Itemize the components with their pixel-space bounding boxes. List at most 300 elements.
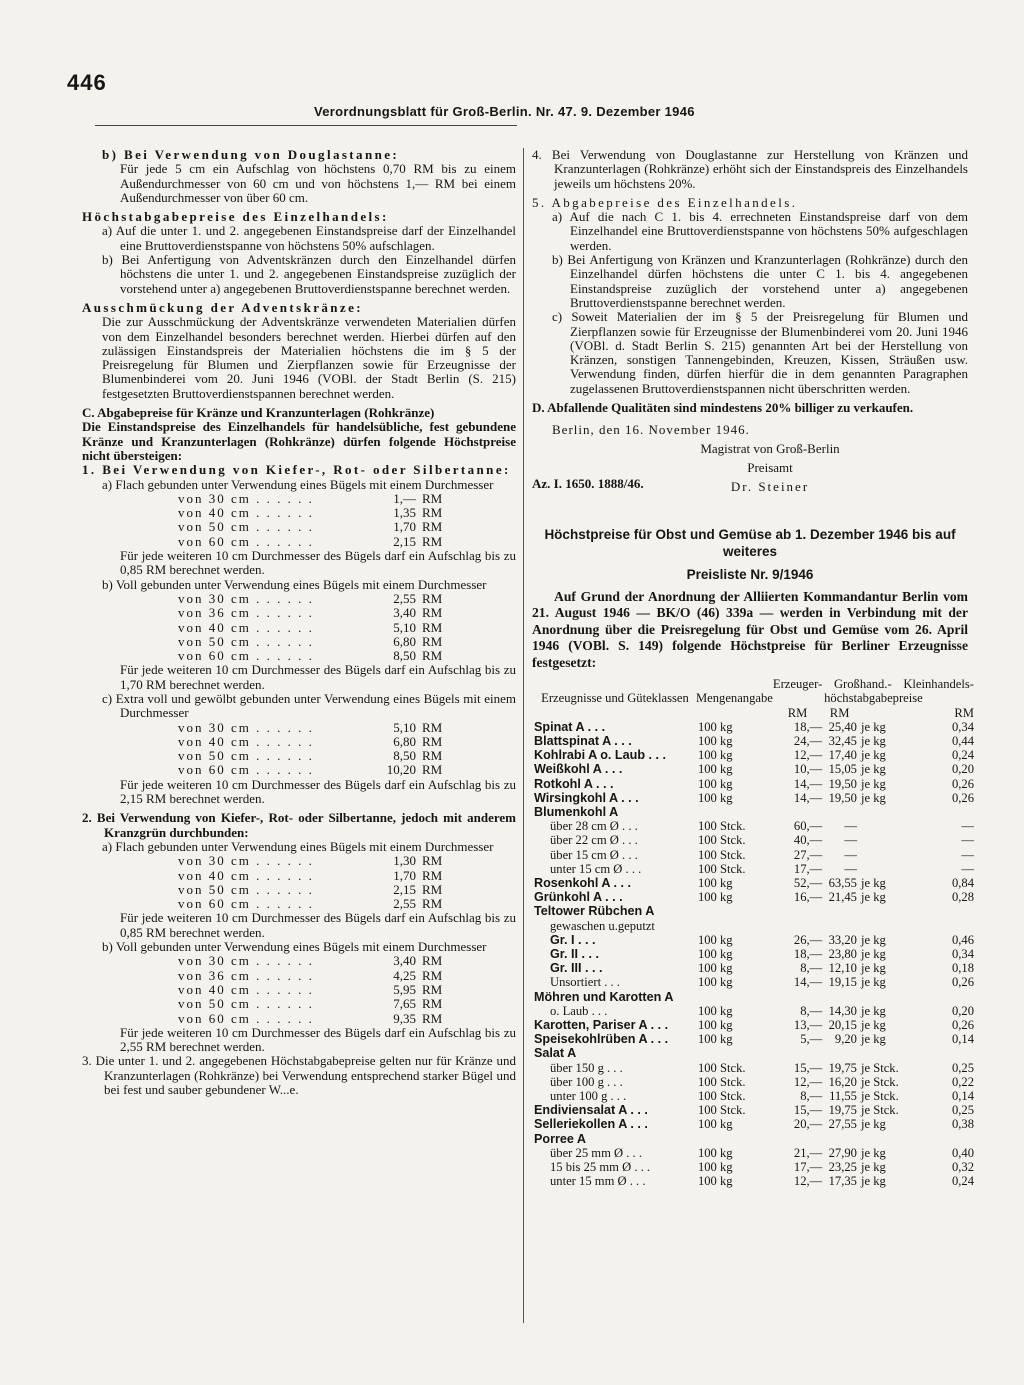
- price-cell: 10,20: [386, 762, 416, 778]
- producer-price-cell: [773, 904, 822, 918]
- section-d-text: D. Abfallende Qualitäten sind mindestens 20% billiger zu verkaufen.: [532, 400, 914, 416]
- table-row: [534, 990, 974, 1004]
- quantity-cell: 100 kg: [697, 1003, 733, 1018]
- producer-price-cell: 27,—: [793, 847, 823, 862]
- section-c-heading: C. Abgabepreise für Kränze und Kranzunterlagen (Rohkränze): [82, 405, 435, 421]
- section-c1a-note: Für jede weiteren 10 cm Durchmesser des Bügels darf ein Aufschlag bis zu 0,85 RM berechnet werden.: [120, 548, 516, 578]
- retail-price-cell: 0,26: [951, 790, 974, 805]
- retail-unit-cell: [857, 1046, 903, 1060]
- product-name-cell: Gr. III . . .: [550, 961, 603, 976]
- table-row: [534, 1061, 974, 1075]
- price-row: [178, 735, 448, 749]
- retail-price-cell: 0,25: [951, 1103, 974, 1118]
- currency-cell: RM: [422, 719, 443, 735]
- producer-price-cell: 10,—: [793, 762, 823, 777]
- diameter-cell: von 30 cm . . . . . .: [178, 590, 314, 606]
- currency-cell: RM: [422, 533, 443, 549]
- product-name-cell: über 100 g . . .: [550, 1074, 623, 1089]
- product-name-cell: Rotkohl A . . .: [534, 776, 614, 791]
- currency-cell: RM: [422, 967, 443, 983]
- section-4a-text: a) Auf die unter 1. und 2. angegebenen Einstandspreise darf der Einzelhandel eine Bruttoverdienstspanne von höchstens 50% aufschlagen.: [102, 223, 516, 253]
- table-row: [534, 1032, 974, 1046]
- producer-price-cell: [773, 1046, 822, 1060]
- retail-unit-cell: je Stck.: [860, 1103, 899, 1118]
- retail-price-cell: 0,14: [951, 1032, 974, 1047]
- producer-price-cell: [773, 1132, 822, 1146]
- price-table-c2a: [178, 854, 448, 911]
- producer-price-cell: 18,—: [793, 947, 823, 961]
- product-name-cell: Gr. II . . .: [550, 947, 599, 961]
- retail-unit-cell: [857, 904, 903, 918]
- table-row: [534, 975, 974, 989]
- retail-unit-cell: [857, 805, 903, 819]
- section-c-intro: Die Einstandspreise des Einzelhandels für handelsübliche, fest gebundene Kränze und Kranzunterlagen (Rohkränze) dürfen folgende Höchstpreise nicht übersteigen:: [82, 419, 516, 463]
- reference-number: Az. I. 1650. 1888/46.: [532, 476, 644, 492]
- col-header-quantity: Mengenangabe: [695, 691, 773, 706]
- running-head: Verordnungsblatt für Groß-Berlin. Nr. 47. 9. Dezember 1946: [314, 104, 695, 119]
- wholesale-price-cell: 21,45: [828, 890, 857, 905]
- retail-price-cell: 0,26: [951, 975, 974, 990]
- col-header-maxprices: höchstabgabepreise: [824, 691, 923, 706]
- quantity-cell: 100 kg: [697, 1032, 733, 1047]
- price-row: [178, 954, 448, 968]
- wholesale-price-cell: [822, 990, 857, 1004]
- price-table-c1a: [178, 492, 448, 549]
- currency-cell: RM: [422, 633, 443, 649]
- table-row: [534, 819, 974, 833]
- product-name-cell: Speisekohlrüben A . . .: [534, 1032, 669, 1047]
- table-row: [534, 762, 974, 776]
- product-name-cell: Teltower Rübchen A: [534, 904, 655, 919]
- price-cell: 6,80: [393, 633, 416, 649]
- producer-price-cell: 12,—: [793, 748, 823, 763]
- producer-price-cell: 13,—: [793, 1018, 823, 1033]
- product-name-cell: über 15 cm Ø . . .: [550, 847, 638, 862]
- price-row: [178, 635, 448, 649]
- price-row: [178, 854, 448, 868]
- retail-unit-cell: [857, 862, 903, 876]
- currency-cell: RM: [422, 519, 443, 535]
- price-row: [178, 649, 448, 663]
- col-header-wholesale: Großhand.-: [833, 677, 892, 692]
- wholesale-price-cell: 23,25: [828, 1160, 857, 1175]
- table-row: [534, 1160, 974, 1174]
- producer-price-cell: 21,—: [793, 1145, 823, 1160]
- quantity-cell: 100 kg: [697, 975, 733, 990]
- retail-price-cell: 0,20: [951, 1003, 974, 1018]
- producer-price-cell: 8,—: [800, 1003, 823, 1018]
- retail-unit-cell: [857, 919, 903, 933]
- retail-unit-cell: je kg: [860, 1003, 886, 1018]
- quantity-cell: 100 Stck.: [697, 861, 746, 876]
- diameter-cell: von 40 cm . . . . . .: [178, 619, 314, 635]
- col-header-producer: Erzeuger-: [772, 677, 823, 692]
- wholesale-price-cell: [822, 1046, 857, 1060]
- diameter-cell: von 60 cm . . . . . .: [178, 762, 314, 778]
- section-c1-heading: 1. Bei Verwendung von Kiefer-, Rot- oder Silbertanne:: [82, 462, 511, 478]
- wholesale-price-cell: 19,75: [828, 1103, 857, 1118]
- section-5-text: Die zur Ausschmückung der Adventskränze verwendeten Materialien dürfen von dem Einzelhandel besonders berechnet werden. Hierbei dürfen auf den zulässigen Einstandspreis der Materialien höchstens die im § 5 der Preisregelung für Blumen und Zierpflanzen sowie für Erzeugnisse der Blumenbinderei vom 20. Juni 1946 (VOBl. der Stadt Berlin (S. 215) festgesetzten Bruttoverdienstspannen berechnet werden.: [102, 314, 516, 401]
- currency-cell: RM: [422, 896, 443, 912]
- quantity-cell: [696, 805, 773, 819]
- table-row: [534, 833, 974, 847]
- quantity-cell: 100 kg: [697, 748, 733, 763]
- retail-price-cell: [903, 1046, 974, 1060]
- retail-unit-cell: je kg: [860, 1018, 886, 1033]
- product-name-cell: 15 bis 25 mm Ø . . .: [550, 1160, 651, 1175]
- unit-rm-producer: RM: [787, 705, 808, 720]
- wholesale-price-cell: 23,80: [828, 947, 857, 961]
- price-cell: 2,15: [393, 533, 416, 549]
- product-name-cell: über 28 cm Ø . . .: [550, 819, 638, 834]
- price-row: [178, 763, 448, 777]
- diameter-cell: von 40 cm . . . . . .: [178, 733, 314, 749]
- retail-unit-cell: [857, 1132, 903, 1146]
- diameter-cell: von 36 cm . . . . . .: [178, 967, 314, 983]
- price-table-c1b: [178, 592, 448, 663]
- producer-price-cell: 14,—: [793, 975, 823, 990]
- producer-price-cell: 24,—: [793, 733, 823, 748]
- currency-cell: RM: [422, 1010, 443, 1026]
- price-row: [178, 520, 448, 534]
- diameter-cell: von 50 cm . . . . . .: [178, 519, 314, 535]
- retail-price-cell: 0,26: [951, 776, 974, 791]
- currency-cell: RM: [422, 619, 443, 635]
- diameter-cell: von 60 cm . . . . . .: [178, 648, 314, 664]
- price-row: [178, 592, 448, 606]
- retail-unit-cell: je kg: [860, 762, 886, 777]
- price-cell: 5,95: [393, 981, 416, 997]
- product-name-cell: Weißkohl A . . .: [534, 762, 623, 777]
- page-number: 446: [67, 70, 107, 95]
- table-row: [534, 791, 974, 805]
- product-name-cell: Blumenkohl A: [534, 804, 619, 819]
- quantity-cell: [696, 990, 773, 1004]
- quantity-cell: 100 kg: [697, 1018, 733, 1033]
- signature-name: Dr. Steiner: [730, 479, 810, 495]
- price-list-title: Höchstpreise für Obst und Gemüse ab 1. Dezember 1946 bis auf weiteres: [544, 526, 956, 559]
- producer-price-cell: 16,—: [793, 890, 823, 905]
- producer-price-cell: 26,—: [793, 932, 823, 947]
- diameter-cell: von 50 cm . . . . . .: [178, 996, 314, 1012]
- producer-price-cell: [773, 805, 822, 819]
- quantity-cell: 100 kg: [697, 1160, 733, 1175]
- quantity-cell: 100 Stck.: [697, 1074, 746, 1089]
- price-cell: 1,70: [393, 867, 416, 883]
- product-name-cell: Möhren und Karotten A: [534, 989, 674, 1004]
- product-name-cell: über 22 cm Ø . . .: [550, 833, 638, 848]
- price-cell: 2,55: [393, 896, 416, 912]
- producer-price-cell: 15,—: [793, 1103, 823, 1118]
- retail-unit-cell: je Stck.: [860, 1089, 899, 1104]
- price-row: [178, 997, 448, 1011]
- quantity-cell: 100 kg: [697, 733, 733, 748]
- diameter-cell: von 50 cm . . . . . .: [178, 748, 314, 764]
- table-row: [534, 904, 974, 918]
- product-name-cell: unter 15 mm Ø . . .: [550, 1174, 646, 1189]
- price-row: [178, 969, 448, 983]
- retail-price-cell: 0,46: [951, 932, 974, 947]
- quantity-cell: 100 kg: [697, 890, 733, 905]
- retail-price-cell: [903, 1132, 974, 1146]
- producer-price-cell: 17,—: [793, 1160, 823, 1175]
- price-cell: 1,35: [393, 505, 416, 521]
- section-r5a-text: a) Auf die nach C 1. bis 4. errechneten Einstandspreise darf von dem Einzelhandel eine Bruttoverdienstspanne von höchstens 50% aufgeschlagen werden.: [552, 209, 968, 253]
- section-c3-text: 3. Die unter 1. und 2. angegebenen Höchstabgabepreise gelten nur für Kränze und Kranzunterlagen (Rohkränze) bei Verwendung entsprechend starker Bügel und bei fest und sauber gebundener W...e.: [82, 1053, 516, 1097]
- retail-unit-cell: je kg: [860, 719, 886, 734]
- section-4b-text: b) Bei Anfertigung von Adventskränzen durch den Einzelhandel dürfen höchstens die unter 1. und 2. angegebenen Einstandspreise zuzüglich der vorstehend unter a) angegebenen Bruttoverdienstspanne berechnet werden.: [102, 252, 516, 296]
- section-r5-heading: 5. Abgabepreise des Einzelhandels.: [532, 194, 798, 210]
- table-row: [534, 1018, 974, 1032]
- retail-unit-cell: je kg: [860, 1117, 886, 1132]
- retail-price-cell: 0,32: [951, 1160, 974, 1175]
- quantity-cell: 100 Stck.: [697, 847, 746, 862]
- retail-price-cell: 0,18: [951, 961, 974, 976]
- retail-price-cell: 0,34: [951, 719, 974, 734]
- price-cell: 1,—: [393, 490, 416, 506]
- table-row: [534, 890, 974, 904]
- price-row: [178, 621, 448, 635]
- product-name-cell: über 150 g . . .: [550, 1060, 623, 1075]
- table-row: [534, 734, 974, 748]
- right-column: [532, 147, 974, 1189]
- price-cell: 8,50: [393, 748, 416, 764]
- producer-price-cell: 18,—: [793, 719, 823, 734]
- price-cell: 3,40: [393, 953, 416, 969]
- wholesale-price-cell: 19,75: [828, 1060, 857, 1075]
- currency-cell: RM: [422, 590, 443, 606]
- quantity-cell: 100 kg: [697, 947, 733, 961]
- wholesale-price-cell: —: [844, 833, 857, 848]
- table-row: [534, 876, 974, 890]
- retail-unit-cell: [857, 833, 903, 847]
- section-c1c-note: Für jede weiteren 10 cm Durchmesser des Bügels darf ein Aufschlag bis zu 2,15 RM berechnet werden.: [120, 776, 516, 807]
- producer-price-cell: 52,—: [793, 875, 823, 890]
- product-name-cell: Rosenkohl A . . .: [534, 875, 632, 890]
- wholesale-price-cell: 16,20: [828, 1074, 857, 1089]
- quantity-cell: 100 Stck.: [697, 1060, 746, 1075]
- price-cell: 1,70: [393, 519, 416, 535]
- retail-unit-cell: je kg: [860, 975, 886, 990]
- product-name-cell: Endiviensalat A . . .: [534, 1103, 648, 1118]
- section-c2a-heading: a) Flach gebunden unter Verwendung eines Bügels mit einem Durchmesser: [102, 838, 494, 854]
- diameter-cell: von 60 cm . . . . . .: [178, 533, 314, 549]
- retail-price-cell: —: [961, 861, 974, 876]
- currency-cell: RM: [422, 505, 443, 521]
- producer-price-cell: 8,—: [800, 1089, 823, 1104]
- quantity-cell: 100 kg: [697, 875, 733, 890]
- producer-price-cell: [773, 919, 822, 933]
- wholesale-price-cell: 33,20: [828, 932, 857, 947]
- retail-unit-cell: je kg: [860, 1145, 886, 1160]
- quantity-cell: 100 Stck.: [697, 833, 746, 848]
- retail-price-cell: 0,84: [951, 875, 974, 890]
- table-row: [534, 1046, 974, 1060]
- wholesale-price-cell: 17,40: [828, 748, 857, 763]
- table-row: [534, 947, 974, 961]
- table-row: [534, 961, 974, 975]
- table-row: [534, 1075, 974, 1089]
- quantity-cell: 100 kg: [697, 1174, 733, 1189]
- table-row: [534, 1146, 974, 1160]
- table-row: [534, 1117, 974, 1131]
- price-cell: 2,55: [393, 590, 416, 606]
- table-unit-row: [534, 706, 974, 720]
- product-name-cell: Grünkohl A . . .: [534, 890, 623, 905]
- producer-price-cell: 12,—: [793, 1074, 823, 1089]
- wholesale-price-cell: —: [844, 819, 857, 834]
- table-row: [534, 748, 974, 762]
- retail-price-cell: 0,24: [951, 748, 974, 763]
- table-row: [534, 1132, 974, 1146]
- column-divider: [523, 148, 524, 1323]
- producer-price-cell: 5,—: [800, 1032, 823, 1047]
- retail-unit-cell: [857, 819, 903, 833]
- currency-cell: RM: [422, 748, 443, 764]
- product-name-cell: Selleriekollen A . . .: [534, 1117, 648, 1132]
- quantity-cell: 100 kg: [697, 1117, 733, 1132]
- product-name-cell: Kohlrabi A o. Laub . . .: [534, 748, 667, 763]
- price-cell: 9,35: [393, 1010, 416, 1026]
- diameter-cell: von 36 cm . . . . . .: [178, 605, 314, 621]
- retail-unit-cell: je Stck.: [860, 1060, 899, 1075]
- retail-price-cell: —: [961, 833, 974, 848]
- quantity-cell: 100 kg: [697, 762, 733, 777]
- retail-unit-cell: je kg: [860, 1032, 886, 1047]
- retail-unit-cell: je kg: [860, 890, 886, 905]
- retail-unit-cell: [857, 990, 903, 1004]
- signature-authority: Magistrat von Groß-Berlin: [700, 441, 840, 457]
- retail-price-cell: 0,26: [951, 1018, 974, 1033]
- retail-unit-cell: je kg: [860, 875, 886, 890]
- wholesale-price-cell: 27,90: [828, 1145, 857, 1160]
- currency-cell: RM: [422, 762, 443, 778]
- diameter-cell: von 30 cm . . . . . .: [178, 953, 314, 969]
- price-row: [178, 506, 448, 520]
- section-c2b-note: Für jede weiteren 10 cm Durchmesser des Bügels darf ein Aufschlag bis zu 2,55 RM berechnet werden.: [120, 1024, 516, 1055]
- price-cell: 8,50: [393, 648, 416, 664]
- diameter-cell: von 50 cm . . . . . .: [178, 881, 314, 897]
- producer-price-cell: 40,—: [793, 833, 823, 848]
- diameter-cell: von 30 cm . . . . . .: [178, 853, 314, 869]
- col-header-retail: Kleinhandels-: [903, 677, 974, 692]
- table-row: [534, 777, 974, 791]
- currency-cell: RM: [422, 867, 443, 883]
- produce-price-table: [534, 677, 974, 1188]
- price-row: [178, 1012, 448, 1026]
- diameter-cell: von 30 cm . . . . . .: [178, 490, 314, 506]
- wholesale-price-cell: 32,45: [828, 733, 857, 748]
- retail-unit-cell: je kg: [860, 947, 886, 961]
- section-c1a-heading: a) Flach gebunden unter Verwendung eines Bügels mit einem Durchmesser: [102, 476, 494, 492]
- table-row: [534, 933, 974, 947]
- section-c2a-note: Für jede weiteren 10 cm Durchmesser des Bügels darf ein Aufschlag bis zu 0,85 RM berechnet werden.: [120, 910, 516, 940]
- wholesale-price-cell: 19,50: [828, 776, 857, 791]
- unit-rm-retail: RM: [954, 705, 974, 720]
- price-row: [178, 721, 448, 735]
- retail-unit-cell: je kg: [860, 733, 886, 748]
- retail-price-cell: 0,22: [951, 1074, 974, 1089]
- wholesale-price-cell: 14,30: [828, 1003, 857, 1018]
- retail-price-cell: 0,34: [951, 947, 974, 961]
- quantity-cell: [696, 1132, 773, 1146]
- table-row: [534, 862, 974, 876]
- retail-unit-cell: je kg: [860, 748, 886, 763]
- left-column: [82, 148, 516, 1097]
- price-cell: 7,65: [393, 996, 416, 1012]
- wholesale-price-cell: 15,05: [828, 762, 857, 777]
- wholesale-price-cell: 25,40: [828, 719, 857, 734]
- wholesale-price-cell: 27,55: [828, 1117, 857, 1132]
- product-name-cell: unter 15 cm Ø . . .: [550, 861, 642, 876]
- producer-price-cell: 15,—: [793, 1060, 823, 1075]
- price-cell: 5,10: [393, 719, 416, 735]
- wholesale-price-cell: —: [844, 861, 857, 876]
- price-cell: 2,15: [393, 881, 416, 897]
- retail-unit-cell: je kg: [860, 790, 886, 805]
- price-row: [178, 897, 448, 911]
- section-r5b-text: b) Bei Anfertigung von Kränzen und Kranzunterlagen (Rohkränze) durch den Einzelhandel dürfen höchstens die unter C 1. bis 4. angegebenen Einstandspreise zuzüglich der vorstehend unter a) angegebenen Bruttoverdienstspanne berechnet werden.: [552, 252, 968, 310]
- retail-price-cell: 0,44: [951, 733, 974, 748]
- table-row: [534, 720, 974, 734]
- table-header-row: [534, 677, 974, 691]
- currency-cell: RM: [422, 853, 443, 869]
- producer-price-cell: 8,—: [800, 961, 823, 976]
- quantity-cell: 100 kg: [697, 719, 733, 734]
- signature-office: Preisamt: [747, 460, 793, 476]
- product-name-cell: o. Laub . . .: [550, 1003, 608, 1018]
- header-rule: [95, 125, 517, 126]
- price-cell: 5,10: [393, 619, 416, 635]
- product-name-cell: Salat A: [534, 1046, 577, 1061]
- currency-cell: RM: [422, 490, 443, 506]
- retail-unit-cell: je kg: [860, 961, 886, 976]
- section-c2-heading: 2. Bei Verwendung von Kiefer-, Rot- oder Silbertanne, jedoch mit anderem Kranzgrün durchbunden:: [82, 810, 516, 840]
- diameter-cell: von 30 cm . . . . . .: [178, 719, 314, 735]
- section-b-text: Für jede 5 cm ein Aufschlag von höchstens 0,70 RM bis zu einem Außendurchmesser von 60 cm und von höchstens 1,— RM bei einem Außendurchmesser von über 60 cm.: [120, 161, 516, 205]
- unit-rm-wholesale: RM: [829, 705, 850, 720]
- price-cell: 4,25: [393, 967, 416, 983]
- retail-price-cell: —: [961, 819, 974, 834]
- retail-price-cell: 0,38: [951, 1117, 974, 1132]
- section-5-heading: Ausschmückung der Adventskränze:: [82, 299, 363, 315]
- product-name-cell: über 25 mm Ø . . .: [550, 1145, 642, 1160]
- price-row: [178, 749, 448, 763]
- currency-cell: RM: [422, 648, 443, 664]
- wholesale-price-cell: 63,55: [828, 875, 857, 890]
- table-row: [534, 919, 974, 933]
- price-row: [178, 983, 448, 997]
- retail-unit-cell: je kg: [860, 932, 886, 947]
- wholesale-price-cell: [822, 919, 857, 933]
- price-table-c2b: [178, 954, 448, 1025]
- retail-price-cell: [903, 805, 974, 819]
- price-row: [178, 492, 448, 506]
- product-name-cell: Wirsingkohl A . . .: [534, 790, 639, 805]
- quantity-cell: [696, 1046, 773, 1060]
- currency-cell: RM: [422, 605, 443, 621]
- quantity-cell: [696, 904, 773, 918]
- diameter-cell: von 60 cm . . . . . .: [178, 1010, 314, 1026]
- retail-unit-cell: [857, 848, 903, 862]
- col-header-product: Erzeugnisse und Güteklassen: [541, 691, 689, 706]
- quantity-cell: 100 Stck.: [697, 1103, 746, 1118]
- quantity-cell: 100 Stck.: [697, 1089, 746, 1104]
- producer-price-cell: 14,—: [793, 776, 823, 791]
- diameter-cell: von 50 cm . . . . . .: [178, 633, 314, 649]
- wholesale-price-cell: 19,15: [828, 975, 857, 990]
- retail-price-cell: [903, 904, 974, 918]
